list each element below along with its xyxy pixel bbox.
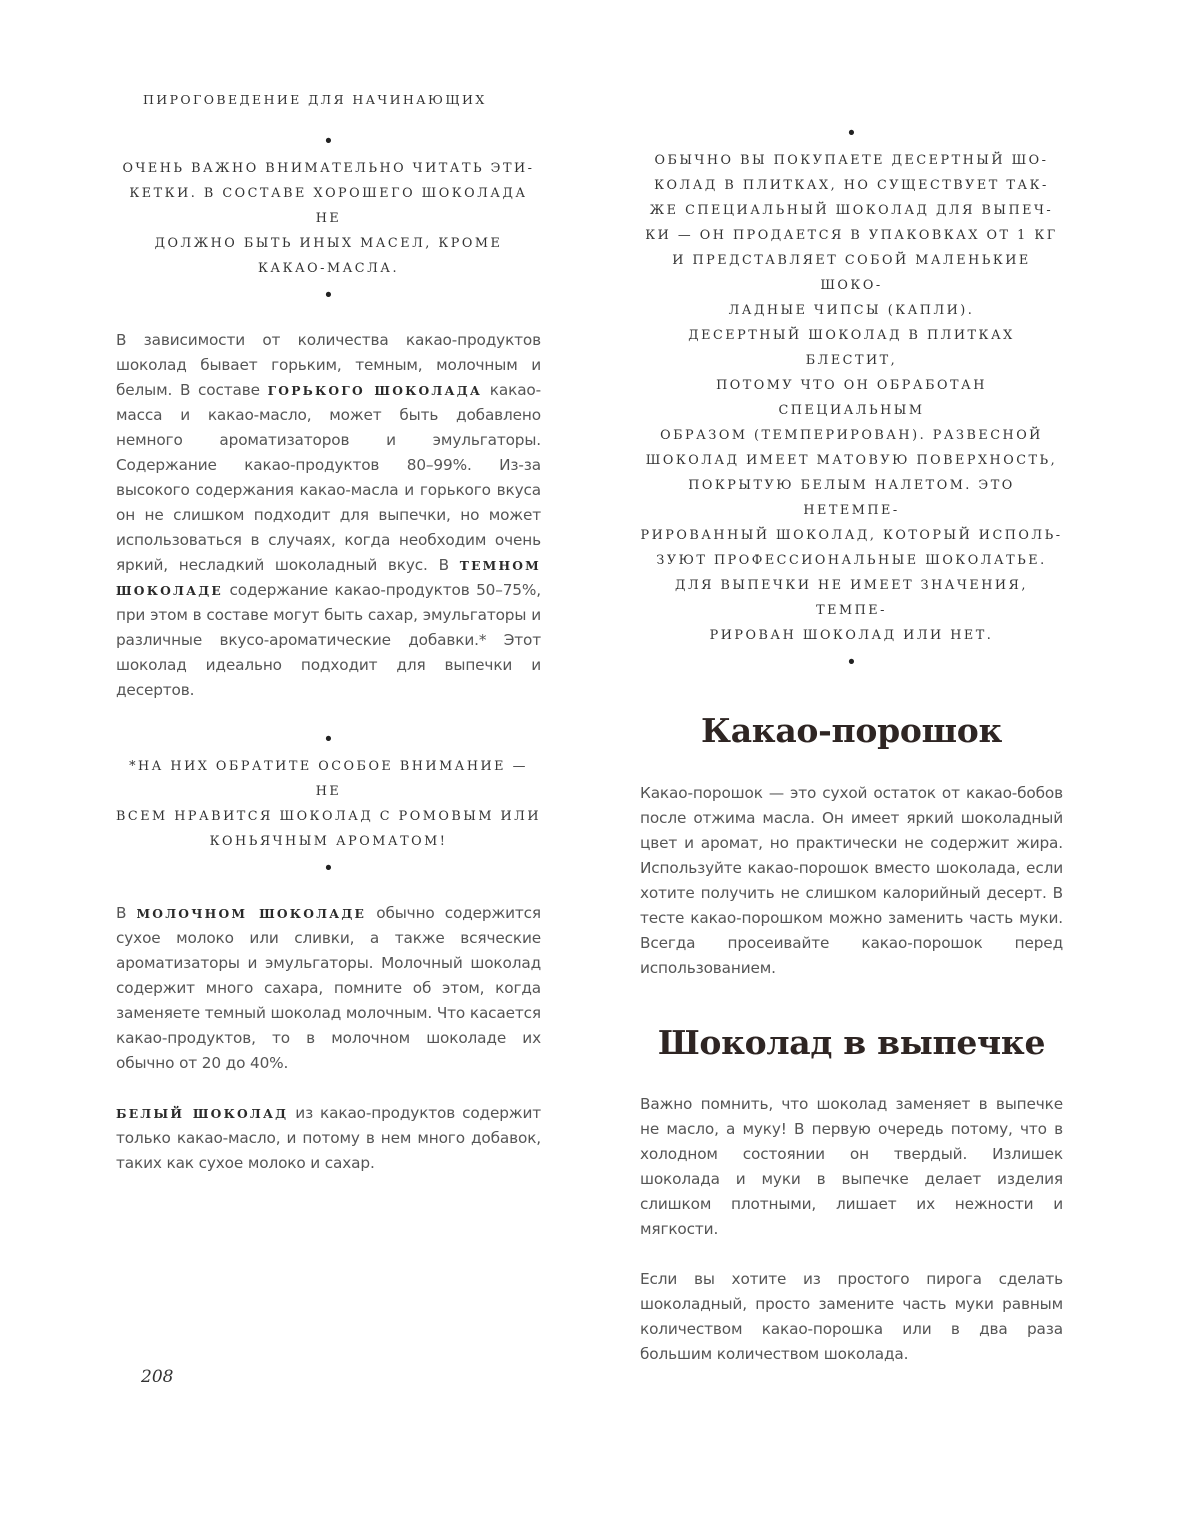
ornament-bullet: • (325, 729, 332, 750)
note-line: КАКАО-МАСЛА. (257, 261, 400, 276)
note-line: И ПРЕДСТАВЛЯЕТ СОБОЙ МАЛЕНЬКИЕ ШОКО- (672, 253, 1031, 293)
text-run: какао-масса и какао-масло, может быть добавлено немного ароматизаторов и эмульгаторы. Содержание какао-продуктов 80–99%. Из-за высокого содержания какао-масла и горького вкуса он не слишком подходит для выпечки, но может использоваться в случаях, когда необходим очень яркий, несладкий шоколадный вкус. В (116, 381, 542, 574)
paragraph-baking-2: Если вы хотите из простого пирога сделать шоколадный, просто замените часть муки равным количеством какао-порошка или в два раза большим количеством шоколада. (640, 1270, 1063, 1363)
term-dark-chocolate: ТЕМНОМ ШОКОЛАДЕ (116, 558, 541, 598)
note-dessert-chocolate (640, 148, 1063, 648)
note-line: КИ — ОН ПРОДАЕТСЯ В УПАКОВКАХ ОТ 1 КГ (645, 228, 1058, 243)
term-bitter-chocolate: ГОРЬКОГО ШОКОЛАДА (267, 383, 483, 398)
section-title-cocoa-powder: Какао-порошок (701, 711, 1002, 750)
paragraph-milk-chocolate (116, 901, 541, 1076)
note-line: ДЛЯ ВЫПЕЧКИ НЕ ИМЕЕТ ЗНАЧЕНИЯ, ТЕМПЕ- (675, 578, 1028, 618)
section-title-chocolate-in-baking: Шоколад в выпечке (657, 1023, 1046, 1062)
paragraph-baking-1: Важно помнить, что шоколад заменяет в выпечке не масло, а муку! В первую очередь потому, что в холодном состоянии он твердый. Излишек шоколада и муки в выпечке делает изделия слишком плотными, лишает их нежности и мягкости. (640, 1095, 1063, 1238)
text-run: содержание какао-продуктов 50–75%, при этом в составе могут быть сахар, эмульгаторы и различные вкусо-ароматические добавки.* Этот шоколад идеально подходит для выпечки и десертов. (116, 581, 541, 699)
right-column (640, 124, 1063, 1367)
note-labels (116, 156, 541, 281)
paragraph-white-chocolate (116, 1101, 541, 1176)
note-line: РИРОВАН ШОКОЛАД ИЛИ НЕТ. (709, 628, 994, 643)
paragraph-chocolate-types (116, 328, 541, 703)
text-run: В зависимости от количества какао-продуктов шоколад бывает горьким, темным, молочным и белым. В составе (116, 331, 541, 399)
ornament-bullet: • (325, 285, 332, 306)
paragraph-cocoa-powder: Какао-порошок — это сухой остаток от какао-бобов после отжима масла. Он имеет яркий шоколадный цвет и аромат, но практически не содержит жира. Используйте какао-порошок вместо шоколада, если хотите получить не слишком калорийный десерт. В тесте какао-порошком можно заменить часть муки. Всегда просеивайте какао-порошок перед использованием. (640, 784, 1063, 977)
note-line: КОНЬЯЧНЫМ АРОМАТОМ! (209, 834, 448, 849)
text-run: из какао-продуктов содержит только какао-масло, и потому в нем много добавок, таких как сухое молоко и сахар. (116, 1104, 541, 1172)
note-line: ШОКОЛАД ИМЕЕТ МАТОВУЮ ПОВЕРХНОСТЬ, (645, 453, 1058, 468)
note-line: ПОТОМУ ЧТО ОН ОБРАБОТАН СПЕЦИАЛЬНЫМ (716, 378, 987, 418)
note-line: КОЛАД В ПЛИТКАХ, НО СУЩЕСТВУЕТ ТАК- (654, 178, 1049, 193)
note-line: ЗУЮТ ПРОФЕССИОНАЛЬНЫЕ ШОКОЛАТЬЕ. (656, 553, 1047, 568)
term-milk-chocolate: МОЛОЧНОМ ШОКОЛАДЕ (136, 906, 367, 921)
note-line: ДЕСЕРТНЫЙ ШОКОЛАД В ПЛИТКАХ БЛЕСТИТ, (688, 328, 1015, 368)
note-flavors (116, 754, 541, 854)
running-head: ПИРОГОВЕДЕНИЕ ДЛЯ НАЧИНАЮЩИХ (143, 92, 487, 107)
note-line: ОБРАЗОМ (ТЕМПЕРИРОВАН). РАЗВЕСНОЙ (660, 428, 1043, 443)
note-line: КЕТКИ. В СОСТАВЕ ХОРОШЕГО ШОКОЛАДА НЕ (129, 186, 528, 226)
ornament-bullet: • (325, 131, 332, 152)
note-line: ОБЫЧНО ВЫ ПОКУПАЕТЕ ДЕСЕРТНЫЙ ШО- (654, 153, 1049, 168)
text-run: В (116, 904, 137, 922)
note-line: ДОЛЖНО БЫТЬ ИНЫХ МАСЕЛ, КРОМЕ (154, 236, 503, 251)
text-run: обычно содержится сухое молоко или сливки, а также всяческие ароматизаторы и эмульгаторы. Молочный шоколад содержит много сахара, помните об этом, когда заменяете темный шоколад молочным. Что касается какао-продуктов, то в молочном шоколаде их обычно от 20 до 40%. (116, 904, 541, 1072)
ornament-bullet: • (848, 123, 855, 144)
note-line: ПОКРЫТУЮ БЕЛЫМ НАЛЕТОМ. ЭТО НЕТЕМПЕ- (688, 478, 1015, 518)
term-white-chocolate: БЕЛЫЙ ШОКОЛАД (116, 1106, 289, 1121)
note-line: ВСЕМ НРАВИТСЯ ШОКОЛАД С РОМОВЫМ ИЛИ (116, 809, 542, 824)
left-column (116, 132, 541, 1176)
ornament-bullet: • (848, 652, 855, 673)
ornament-bullet: • (325, 858, 332, 879)
note-line: ЛАДНЫЕ ЧИПСЫ (КАПЛИ). (728, 303, 975, 318)
page-number: 208 (141, 1367, 174, 1387)
note-line: ОЧЕНЬ ВАЖНО ВНИМАТЕЛЬНО ЧИТАТЬ ЭТИ- (122, 161, 535, 176)
note-line: ЖЕ СПЕЦИАЛЬНЫЙ ШОКОЛАД ДЛЯ ВЫПЕЧ- (649, 203, 1054, 218)
note-line: *НА НИХ ОБРАТИТЕ ОСОБОЕ ВНИМАНИЕ — НЕ (129, 759, 528, 799)
note-line: РИРОВАННЫЙ ШОКОЛАД, КОТОРЫЙ ИСПОЛЬ- (640, 528, 1063, 543)
